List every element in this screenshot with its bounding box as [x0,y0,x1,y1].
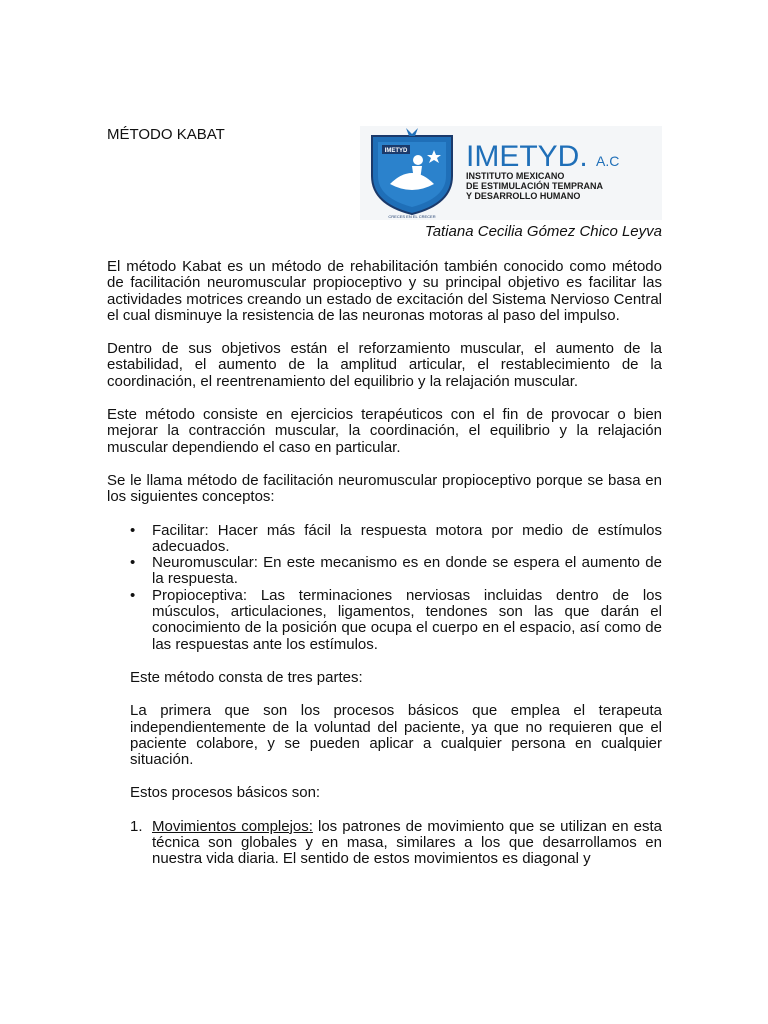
logo-badge-text: IMETYD [384,148,408,154]
list-item [130,588,662,653]
bullet-icon: • [130,554,136,572]
paragraph: Dentro de sus objetivos están el reforzamiento muscular, el aumento de la estabilidad, el aumento de la amplitud articular, el restablecimiento de la coordinación, el reentrenamiento del equilibrio y la relajación muscular. [107,340,662,390]
document-title: MÉTODO KABAT [107,126,225,143]
numbered-item [130,819,662,868]
logo-motto: CRECES EN EL CRECER [388,214,436,219]
list-item [130,523,662,556]
author-name: Tatiana Cecilia Gómez Chico Leyva [424,223,662,240]
item-term: Movimientos complejos: [152,817,313,835]
list-item [130,555,662,588]
paragraph: Este método consiste en ejercicios terapéuticos con el fin de provocar o bien mejorar la contracción muscular, la coordinación, el equilibrio y la relajación muscular dependiendo el caso en particular. [107,406,662,456]
logo-line-2: DE ESTIMULACIÓN TEMPRANA [466,181,603,191]
logo-brand: IMETYD. [466,140,588,173]
imetyd-logo [360,126,662,220]
paragraph: Se le llama método de facilitación neuromuscular propioceptivo porque se basa en los siguientes conceptos: [107,471,662,506]
logo-line-3: Y DESARROLLO HUMANO [466,191,581,201]
paragraph: El método Kabat es un método de rehabilitación también conocido como método de facilitación neuromuscular propioceptivo y su principal objetivo es facilitar las actividades motrices creando un estado de excitación del Sistema Nervioso Central el cual disminuye la resistencia de las neuronas motoras al paso del impulso. [107,258,662,324]
item-text: los patrones de movimiento que se utilizan en esta técnica son globales y en masa, similares a los que desarrollamos en nuestra vida diaria. El sentido de estos movimientos es diagonal y [152,817,662,868]
logo-brand-suffix: A.C [596,153,620,169]
indented-paragraph: Este método consta de tres partes: [130,668,363,686]
bullet-icon: • [130,586,136,604]
processes-list [107,819,662,868]
indented-paragraph: Estos procesos básicos son: [130,784,321,802]
indented-paragraph: La primera que son los procesos básicos que emplea el terapeuta independientemente de la voluntad del paciente, ya que no requieren que el paciente colabore, y se pueden aplicar a cualquier persona en cualquier situación. [130,702,662,769]
logo-line-1: INSTITUTO MEXICANO [466,171,565,181]
list-item-text: Facilitar: Hacer más fácil la respuesta motora por medio de estímulos adecuados. [152,521,662,555]
list-item-text: Neuromuscular: En este mecanismo es en donde se espera el aumento de la respuesta. [152,554,662,588]
concepts-list [107,523,662,653]
list-item-text: Propioceptiva: Las terminaciones nerviosas incluidas dentro de los músculos, articulaciones, ligamentos, tendones son las que darán el conocimiento de la posición que ocupa el cuerpo en el espacio, así como de las respuestas ante los estímulos. [152,586,662,653]
bullet-icon: • [130,521,136,539]
document-body [107,259,662,868]
item-number: 1. [130,817,143,835]
